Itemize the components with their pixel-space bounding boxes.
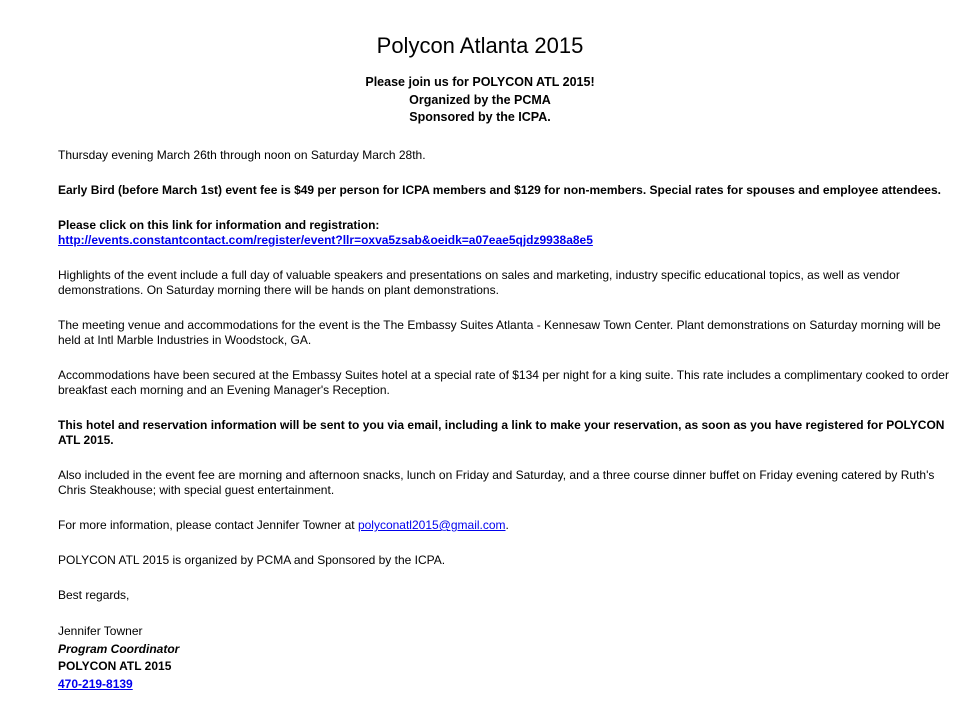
included-paragraph: Also included in the event fee are morning and afternoon snacks, lunch on Friday and Saturday, and a three course dinner buffet on Friday evening catered by Ruth's Chris Steakhouse; with special guest entertainment. — [58, 468, 935, 497]
signature-phone-link[interactable]: 470-219-8139 — [58, 676, 133, 691]
dates-paragraph: Thursday evening March 26th through noon on Saturday March 28th. — [58, 148, 426, 162]
registration-link[interactable]: http://events.constantcontact.com/register/event?llr=oxva5zsab&oeidk=a07eae5qjdz9938a8e5 — [58, 233, 593, 247]
contact-paragraph — [58, 518, 954, 533]
registration-intro: Please click on this link for information and registration: — [58, 218, 380, 232]
signature-block — [58, 623, 954, 693]
accommodations-paragraph: Accommodations have been secured at the Embassy Suites hotel at a special rate of $134 per night for a king suite. This rate includes a complimentary cooked to order breakfast each morning and an Evening Manager's Reception. — [58, 368, 949, 397]
contact-prefix: For more information, please contact Jennifer Towner at — [58, 518, 358, 532]
hotel-info-paragraph: This hotel and reservation information will be sent to you via email, including a link to make your reservation, as soon as you have registered for POLYCON ATL 2015. — [58, 418, 945, 447]
registration-block — [58, 218, 954, 248]
signature-name: Jennifer Towner — [58, 624, 143, 638]
intro-block — [0, 74, 960, 127]
intro-line-sponsor: Sponsored by the ICPA. — [409, 110, 551, 124]
intro-line-organizer: Organized by the PCMA — [409, 92, 551, 107]
intro-line-join: Please join us for POLYCON ATL 2015! — [365, 75, 595, 89]
organized-paragraph: POLYCON ATL 2015 is organized by PCMA and Sponsored by the ICPA. — [58, 553, 446, 567]
highlights-paragraph: Highlights of the event include a full day of valuable speakers and presentations on sales and marketing, industry specific educational topics, as well as vendor demonstrations. On Saturday morning there will be hands on plant demonstrations. — [58, 268, 900, 297]
document-body — [58, 148, 954, 693]
venue-paragraph: The meeting venue and accommodations for the event is the The Embassy Suites Atlanta - Kennesaw Town Center. Plant demonstrations on Saturday morning will be held at Intl Marble Industries in Woodstock, GA. — [58, 318, 941, 347]
signature-event: POLYCON ATL 2015 — [58, 659, 172, 673]
signature-role: Program Coordinator — [58, 641, 180, 656]
regards-paragraph: Best regards, — [58, 588, 130, 602]
contact-suffix: . — [505, 518, 509, 532]
contact-email-link[interactable]: polyconatl2015@gmail.com — [357, 518, 506, 532]
early-bird-paragraph: Early Bird (before March 1st) event fee is $49 per person for ICPA members and $129 for non-members. Special rates for spouses and employee attendees. — [58, 183, 941, 197]
page-title: Polycon Atlanta 2015 — [376, 33, 584, 58]
